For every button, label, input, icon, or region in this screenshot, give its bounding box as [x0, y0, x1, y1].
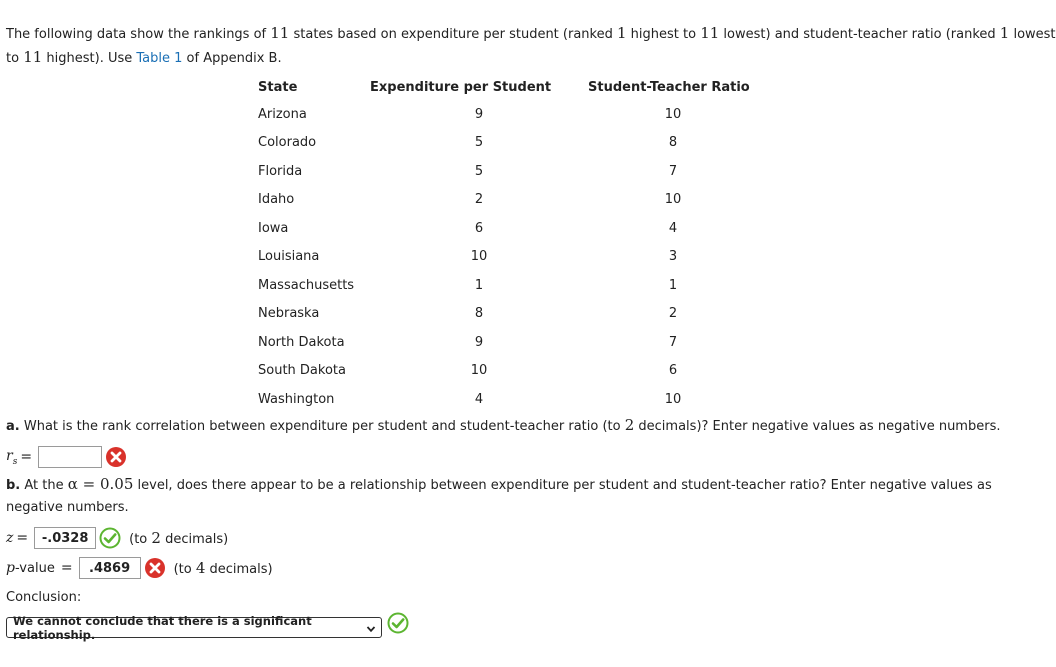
intro-text: lowest) and student-teacher ratio (ranked	[719, 27, 1000, 42]
expenditure-cell: 2	[474, 192, 484, 208]
rs-input[interactable]	[38, 446, 102, 468]
question-b-text: level, does there appear to be a relationship between expenditure per student and student-teacher ratio? Enter negative values as negative numbers.	[6, 478, 992, 515]
question-a-label: a.	[6, 419, 20, 434]
problem-intro	[6, 22, 1056, 70]
question-a-number: 2	[624, 416, 635, 434]
rs-var: r	[6, 447, 13, 464]
conclusion-select[interactable]	[6, 613, 382, 642]
z-input[interactable]: -.0328	[34, 527, 96, 549]
table-row	[252, 328, 758, 357]
ratio-cell: 4	[668, 220, 678, 236]
intro-number: 1	[616, 24, 627, 42]
state-cell: Louisiana	[258, 249, 320, 265]
ratio-cell: 8	[668, 135, 678, 151]
intro-number: 11	[700, 24, 720, 42]
p-answer-row	[6, 557, 273, 579]
note-text: (to	[173, 562, 196, 577]
intro-text: of Appendix B.	[182, 51, 282, 66]
expenditure-cell: 6	[474, 220, 484, 236]
intro-text: The following data show the rankings of	[6, 27, 271, 42]
correct-check-icon	[387, 612, 409, 634]
table-header-row	[252, 74, 758, 100]
intro-text: highest). Use	[42, 51, 137, 66]
rs-answer-row	[6, 446, 127, 468]
expenditure-cell: 5	[474, 163, 484, 179]
question-b-text: At the	[20, 478, 68, 493]
rs-label	[6, 448, 17, 467]
z-label: z	[6, 530, 14, 546]
question-b	[6, 473, 1026, 519]
ratio-cell: 10	[664, 391, 682, 407]
state-cell: Iowa	[258, 220, 289, 236]
note-text: decimals)	[160, 532, 229, 547]
incorrect-icon	[105, 446, 127, 468]
table-1-link[interactable]: Table 1	[136, 51, 183, 66]
ratio-cell: 3	[668, 249, 678, 265]
state-cell: Washington	[258, 391, 335, 407]
chevron-down-icon	[366, 623, 376, 637]
ratio-cell: 2	[668, 306, 678, 322]
table-row	[252, 129, 758, 158]
note-number: 2	[151, 529, 161, 547]
state-cell: North Dakota	[258, 334, 345, 350]
header-state: State	[258, 79, 298, 95]
ratio-cell: 1	[668, 277, 678, 293]
header-ratio: Student-Teacher Ratio	[588, 79, 750, 95]
note-text: decimals)	[205, 562, 273, 577]
intro-text: highest to	[626, 27, 701, 42]
expenditure-cell: 10	[470, 363, 488, 379]
note-text: (to	[129, 532, 152, 547]
rankings-table	[252, 74, 758, 414]
intro-number: 1	[999, 24, 1010, 42]
state-cell: Florida	[258, 163, 303, 179]
table-row	[252, 357, 758, 386]
question-a-text: decimals)? Enter negative values as negative numbers.	[634, 419, 1001, 434]
table-row	[252, 300, 758, 329]
ratio-cell: 10	[664, 106, 682, 122]
equals-sign: =	[60, 560, 73, 576]
intro-number: 11	[23, 48, 43, 66]
intro-text: lowest	[1009, 27, 1056, 42]
table-row	[252, 100, 758, 129]
expenditure-cell: 4	[474, 391, 484, 407]
p-precision-note	[174, 559, 273, 577]
correct-check-icon	[99, 527, 121, 549]
conclusion-label: Conclusion:	[6, 590, 82, 605]
ratio-cell: 6	[668, 363, 678, 379]
expenditure-cell: 8	[474, 306, 484, 322]
ratio-cell: 10	[664, 192, 682, 208]
equals-sign: =	[20, 449, 33, 465]
question-a	[6, 415, 1000, 437]
table-row	[252, 243, 758, 272]
table-row	[252, 271, 758, 300]
state-cell: Colorado	[258, 135, 317, 151]
state-cell: Arizona	[258, 106, 307, 122]
header-expenditure: Expenditure per Student	[370, 79, 552, 95]
question-a-text: What is the rank correlation between expenditure per student and student-teacher ratio (to	[19, 419, 625, 434]
expenditure-cell: 9	[474, 106, 484, 122]
z-answer-row	[6, 527, 228, 549]
p-value-input[interactable]: .4869	[79, 557, 141, 579]
table-row	[252, 385, 758, 414]
expenditure-cell: 1	[474, 277, 484, 293]
ratio-cell: 7	[668, 163, 678, 179]
ratio-cell: 7	[668, 334, 678, 350]
rs-sub: s	[12, 456, 18, 467]
p-value-label	[6, 560, 55, 576]
expenditure-cell: 10	[470, 249, 488, 265]
expenditure-cell: 5	[474, 135, 484, 151]
table-row	[252, 186, 758, 215]
intro-text: states based on expenditure per student (ranked	[289, 27, 617, 42]
state-cell: Idaho	[258, 192, 295, 208]
alpha-value: α = 0.05	[67, 475, 134, 493]
intro-text: to	[6, 51, 24, 66]
question-b-label: b.	[6, 478, 21, 493]
expenditure-cell: 9	[474, 334, 484, 350]
incorrect-icon	[144, 557, 166, 579]
state-cell: Nebraska	[258, 306, 320, 322]
equals-sign: =	[16, 530, 29, 546]
state-cell: South Dakota	[258, 363, 346, 379]
p-label-rest: -value	[14, 561, 55, 576]
note-number: 4	[195, 559, 206, 577]
table-row	[252, 214, 758, 243]
p-var: p	[6, 560, 15, 576]
state-cell: Massachusetts	[258, 277, 355, 293]
conclusion-selected-value: We cannot conclude that there is a significant relationship.	[13, 613, 312, 642]
z-precision-note	[129, 529, 228, 547]
table-row	[252, 157, 758, 186]
intro-number: 11	[270, 24, 290, 42]
